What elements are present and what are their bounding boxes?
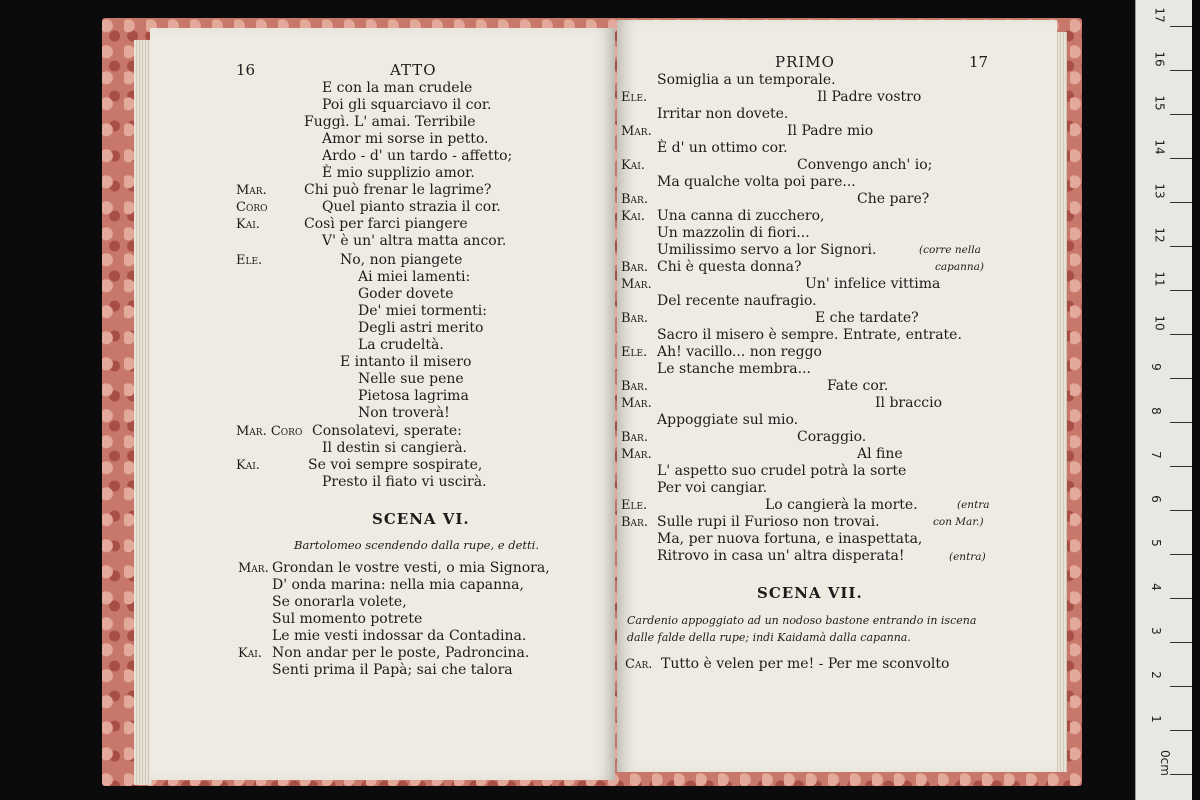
verse-line: Convengo anch' io; [797,157,933,173]
verse-line: Il Padre mio [787,123,874,139]
speaker-label: Kai. [238,646,262,661]
verse-line: Non troverà! [358,405,450,421]
ruler-number: 9 [1148,363,1163,371]
ruler-number: 3 [1148,627,1163,635]
stage-direction: dalle falde della rupe; indi Kaidamà dalla capanna. [627,631,911,644]
speaker-label: Mar. [621,124,652,139]
verse-line: Amor mi sorse in petto. [322,131,489,147]
verse-line: Umilissimo servo a lor Signori. [657,242,877,258]
verse-line: E che tardate? [815,310,919,326]
ruler-number: 7 [1148,451,1163,459]
ruler-tick [1170,378,1192,379]
speaker-label: Mar. [238,561,269,576]
verse-line: No, non piangete [340,252,463,268]
verse-line: Il destin si cangierà. [322,440,467,456]
ruler-tick [1170,26,1192,27]
running-head: PRIMO [775,53,835,71]
verse-line: Per voi cangiar. [657,480,768,496]
verse-line: Appoggiate sul mio. [657,412,799,428]
verse-line: Ma, per nuova fortuna, e inaspettata, [657,531,923,547]
verse-line: D' onda marina: nella mia capanna, [272,577,524,593]
speaker-label: Mar. [621,277,652,292]
ruler-number: 1 [1148,715,1163,723]
aside: (entra) [949,551,986,563]
ruler-tick [1170,730,1192,731]
scene-heading: SCENA VII. [757,584,863,602]
verse-line: Lo cangierà la morte. [765,497,918,513]
speaker-label: Ele. [621,90,648,105]
verse-line: È d' un ottimo cor. [657,140,788,156]
verse-line: La crudeltà. [358,337,444,353]
speaker-label: Ele. [621,345,648,360]
speaker-label: Bar. [621,311,648,326]
verse-line: Goder dovete [358,286,454,302]
ruler-tick [1170,686,1192,687]
verse-line: Coraggio. [797,429,867,445]
ruler-number: 16 [1152,51,1167,67]
verse-line: Così per farci piangere [304,216,468,232]
verse-line: Ritrovo in casa un' altra disperata! [657,548,905,564]
verse-line: Al fine [857,446,903,462]
verse-line: Ah! vacillo... non reggo [657,344,822,360]
ruler-tick [1170,642,1192,643]
running-head: ATTO [390,61,437,79]
speaker-label: Kai. [621,209,645,224]
speaker-label: Kai. [621,158,645,173]
verse-line: De' miei tormenti: [358,303,487,319]
verse-line: Se voi sempre sospirate, [308,457,483,473]
verse-line: Sulle rupi il Furioso non trovai. [657,514,880,530]
aside: (corre nella [919,244,981,256]
ruler-number: 4 [1148,583,1163,591]
speaker-label: Car. [625,657,653,672]
ruler-tick [1170,598,1192,599]
speaker-label: Bar. [621,260,648,275]
ruler-tick [1170,158,1192,159]
page-number: 16 [236,61,256,79]
ruler-number: 2 [1148,671,1163,679]
verse-line: Il Padre vostro [817,89,922,105]
verse-line: E con la man crudele [322,80,473,96]
speaker-label: Coro [236,200,268,215]
verse-line: Non andar per le poste, Padroncina. [272,645,530,661]
verse-line: L' aspetto suo crudel potrà la sorte [657,463,907,479]
ruler-tick [1170,290,1192,291]
verse-line: Le mie vesti indossar da Contadina. [272,628,527,644]
stage-direction: Cardenio appoggiato ad un nodoso bastone entrando in iscena [627,614,977,627]
verse-line: Consolatevi, sperate: [312,423,462,439]
verse-line: E intanto il misero [340,354,472,370]
verse-line: Sul momento potrete [272,611,423,627]
verse-line: Che pare? [857,191,930,207]
verse-line: Fate cor. [827,378,889,394]
ruler-number: 11 [1152,271,1167,287]
verse-line: Tutto è velen per me! - Per me sconvolto [661,656,950,672]
left-page [150,28,615,780]
verse-line: Degli astri merito [358,320,484,336]
speaker-label: Mar. [621,396,652,411]
speaker-label: Mar. Coro [236,424,303,439]
speaker-label: Bar. [621,515,648,530]
measuring-ruler [1135,0,1192,800]
verse-line: Del recente naufragio. [657,293,817,309]
ruler-tick [1170,422,1192,423]
aside: con Mar.) [933,516,984,528]
ruler-number: 12 [1152,227,1167,243]
verse-line: Pietosa lagrima [358,388,469,404]
verse-line: Le stanche membra... [657,361,811,377]
verse-line: Ai miei lamenti: [358,269,471,285]
verse-line: Irritar non dovete. [657,106,789,122]
ruler-tick [1170,246,1192,247]
ruler-tick [1170,774,1192,775]
verse-line: Chi può frenar le lagrime? [304,182,492,198]
aside: capanna) [935,261,985,273]
verse-line: È mio supplizio amor. [322,165,475,181]
ruler-tick [1170,114,1192,115]
ruler-number: 13 [1152,183,1167,199]
speaker-label: Bar. [621,430,648,445]
ruler-number: 17 [1152,7,1167,23]
stage-direction: Bartolomeo scendendo dalla rupe, e detti. [294,538,539,552]
speaker-label: Kai. [236,217,260,232]
ruler-number: 6 [1148,495,1163,503]
scene-heading: SCENA VI. [372,510,470,528]
verse-line: Sacro il misero è sempre. Entrate, entrate. [657,327,962,343]
speaker-label: Ele. [621,498,648,513]
verse-line: Senti prima il Papà; sai che talora [272,662,513,678]
verse-line: Ma qualche volta poi pare... [657,174,856,190]
verse-line: Somiglia a un temporale. [657,72,836,88]
verse-line: Presto il fiato vi uscirà. [322,474,487,490]
verse-line: Se onorarla volete, [272,594,407,610]
verse-line: Quel pianto strazia il cor. [322,199,501,215]
speaker-label: Mar. [621,447,652,462]
speaker-label: Bar. [621,192,648,207]
ruler-number: 10 [1152,315,1167,331]
verse-line: Ardo - d' un tardo - affetto; [322,148,513,164]
speaker-label: Ele. [236,253,263,268]
verse-line: Chi è questa donna? [657,259,802,275]
right-page [617,20,1057,772]
ruler-number: 0cm [1157,750,1172,776]
ruler-tick [1170,554,1192,555]
verse-line: Un mazzolin di fiori... [657,225,810,241]
verse-line: Poi gli squarciavo il cor. [322,97,492,113]
verse-line: Fuggì. L' amai. Terribile [304,114,476,130]
speaker-label: Mar. [236,183,267,198]
ruler-tick [1170,70,1192,71]
verse-line: Grondan le vostre vesti, o mia Signora, [272,560,550,576]
verse-line: Nelle sue pene [358,371,464,387]
ruler-tick [1170,510,1192,511]
speaker-label: Kai. [236,458,260,473]
verse-line: Un' infelice vittima [805,276,941,292]
ruler-number: 14 [1152,139,1167,155]
ruler-number: 5 [1148,539,1163,547]
ruler-tick [1170,202,1192,203]
ruler-tick [1170,466,1192,467]
verse-line: V' è un' altra matta ancor. [322,233,507,249]
verse-line: Una canna di zucchero, [657,208,825,224]
aside: (entra [957,499,990,511]
verse-line: Il braccio [875,395,943,411]
ruler-number: 8 [1148,407,1163,415]
speaker-label: Bar. [621,379,648,394]
ruler-tick [1170,334,1192,335]
ruler-number: 15 [1152,95,1167,111]
page-number: 17 [969,53,989,71]
